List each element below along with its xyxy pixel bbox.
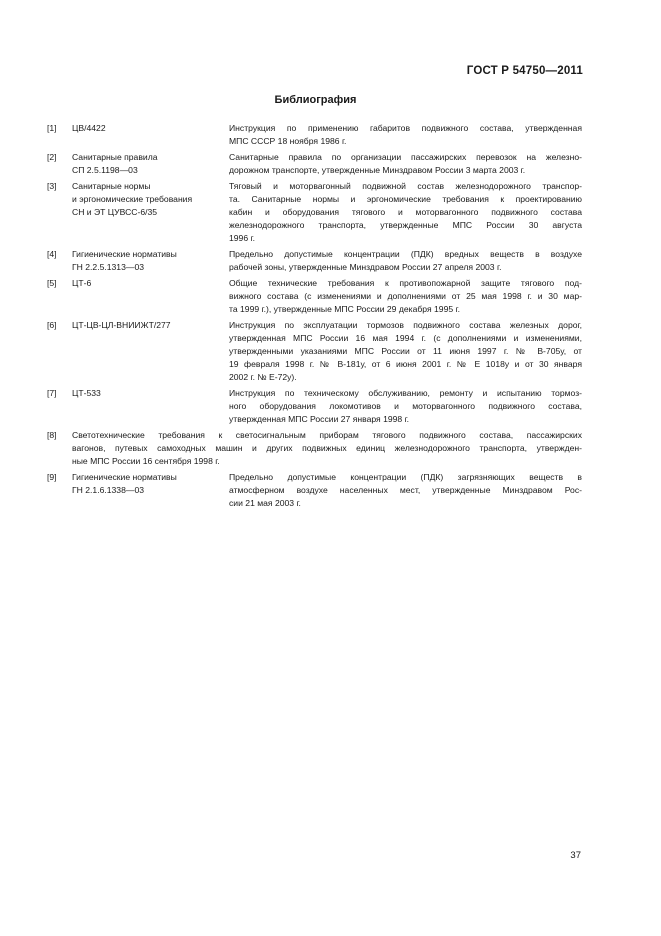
- entry-number: [7]: [47, 388, 57, 398]
- source-line: СП 2.5.1198—03: [72, 165, 138, 175]
- bibliography-title: Библиография: [274, 94, 357, 106]
- source-line: СН и ЭТ ЦУВСС-6/35: [72, 207, 158, 217]
- entry-description: [229, 248, 582, 274]
- description-line: та. Санитарные нормы и эргономические требования к проектированию: [229, 194, 582, 204]
- bibliography-entry: [47, 277, 582, 316]
- entry-description: [229, 122, 582, 148]
- page-number: 37: [570, 850, 581, 861]
- source-line: ЦТ-533: [72, 388, 101, 398]
- entry-description: [229, 180, 582, 245]
- description-line: Предельно допустимые концентрации (ПДК) вредных веществ в воздухе: [229, 249, 582, 259]
- bibliography-entry: [47, 248, 582, 274]
- description-line: Инструкция по техническому обслуживанию, ремонту и испытанию тормоз-: [229, 388, 582, 398]
- description-line: 1996 г.: [229, 233, 255, 243]
- entry-number: [9]: [47, 472, 57, 482]
- entry-source: [72, 122, 229, 148]
- description-line: утвержденная МПС России 27 января 1998 г.: [229, 414, 410, 424]
- description-line: вижного состава (с изменениями и дополнениями от 25 мая 1998 г. и 30 мар-: [229, 291, 582, 301]
- source-line: ГН 2.1.6.1338—03: [72, 485, 145, 495]
- entry-description: [229, 319, 582, 384]
- entry-description: [229, 277, 582, 316]
- description-line: Инструкция по эксплуатации тормозов подвижного состава железных дорог,: [229, 320, 582, 330]
- source-line: ЦТ-ЦВ-ЦЛ-ВНИИЖТ/277: [72, 320, 171, 330]
- source-line: и эргономические требования: [72, 194, 193, 204]
- bibliography-entry: [47, 471, 582, 510]
- entry-number: [4]: [47, 249, 57, 259]
- entry-description: [229, 151, 582, 177]
- entry-source: [72, 277, 229, 316]
- entry-text-line: вагонов, путевых самоходных машин и других подвижных единиц железнодорожного транспорта, утвержден-: [72, 443, 582, 453]
- entry-text-line: Светотехнические требования к светосигнальным приборам тягового подвижного состава, пассажирских: [72, 430, 582, 440]
- bibliography-list: [47, 122, 582, 513]
- description-line: утвержденными указаниями МПС России от 11 июня 1997 г. № В-705у, от: [229, 346, 582, 356]
- entry-source: [72, 180, 229, 245]
- entry-number: [3]: [47, 181, 57, 191]
- standard-designation: ГОСТ Р 54750—2011: [466, 65, 583, 77]
- source-line: Санитарные нормы: [72, 181, 151, 191]
- entry-description: [229, 471, 582, 510]
- source-line: ГН 2.2.5.1313—03: [72, 262, 145, 272]
- source-line: Гигиенические нормативы: [72, 249, 177, 259]
- entry-full-text: [72, 429, 582, 468]
- source-line: ЦВ/4422: [72, 123, 106, 133]
- source-line: Гигиенические нормативы: [72, 472, 177, 482]
- description-line: Предельно допустимые концентрации (ПДК) загрязняющих веществ в: [229, 472, 582, 482]
- entry-description: [229, 387, 582, 426]
- description-line: кабин и оборудования тягового и моторвагонного подвижного состава: [229, 207, 582, 217]
- description-line: железнодорожного транспорта, утвержденные МПС России 30 августа: [229, 220, 582, 230]
- entry-source: [72, 151, 229, 177]
- description-line: дорожном транспорте, утвержденные Минздравом России 3 марта 2003 г.: [229, 165, 526, 175]
- bibliography-entry: [47, 122, 582, 148]
- entry-source: [72, 319, 229, 384]
- description-line: рабочей зоны, утвержденные Минздравом России 27 апреля 2003 г.: [229, 262, 502, 272]
- description-line: 2002 г. № Е-72у).: [229, 372, 297, 382]
- description-line: сии 21 мая 2003 г.: [229, 498, 301, 508]
- source-line: ЦТ-6: [72, 278, 92, 288]
- entry-source: [72, 248, 229, 274]
- entry-source: [72, 387, 229, 426]
- source-line: Санитарные правила: [72, 152, 158, 162]
- entry-number: [2]: [47, 152, 57, 162]
- description-line: атмосферном воздухе населенных мест, утвержденные Минздравом Рос-: [229, 485, 582, 495]
- entry-number: [8]: [47, 430, 57, 440]
- description-line: Общие технические требования к противопожарной защите тягового под-: [229, 278, 582, 288]
- description-line: Санитарные правила по организации пассажирских перевозок на железно-: [229, 152, 582, 162]
- bibliography-entry: [47, 387, 582, 426]
- bibliography-entry: [47, 180, 582, 245]
- bibliography-entry: [47, 429, 582, 468]
- entry-text-line: ные МПС России 16 сентября 1998 г.: [72, 456, 220, 466]
- description-line: Тяговый и моторвагонный подвижной состав железнодорожного транспор-: [229, 181, 582, 191]
- entry-source: [72, 471, 229, 510]
- bibliography-entry: [47, 151, 582, 177]
- entry-number: [1]: [47, 123, 57, 133]
- description-line: Инструкция по применению габаритов подвижного состава, утвержденная: [229, 123, 582, 133]
- description-line: утвержденная МПС России 16 мая 1994 г. (с дополнениями и изменениями,: [229, 333, 582, 343]
- description-line: 19 февраля 1998 г. № В-181у, от 6 июня 2001 г. № Е 1018у и от 30 января: [229, 359, 582, 369]
- description-line: ного оборудования локомотивов и моторвагонного подвижного состава,: [229, 401, 582, 411]
- entry-number: [5]: [47, 278, 57, 288]
- entry-number: [6]: [47, 320, 57, 330]
- description-line: МПС СССР 18 ноября 1986 г.: [229, 136, 347, 146]
- bibliography-entry: [47, 319, 582, 384]
- description-line: та 1999 г.), утвержденные МПС России 29 декабря 1995 г.: [229, 304, 460, 314]
